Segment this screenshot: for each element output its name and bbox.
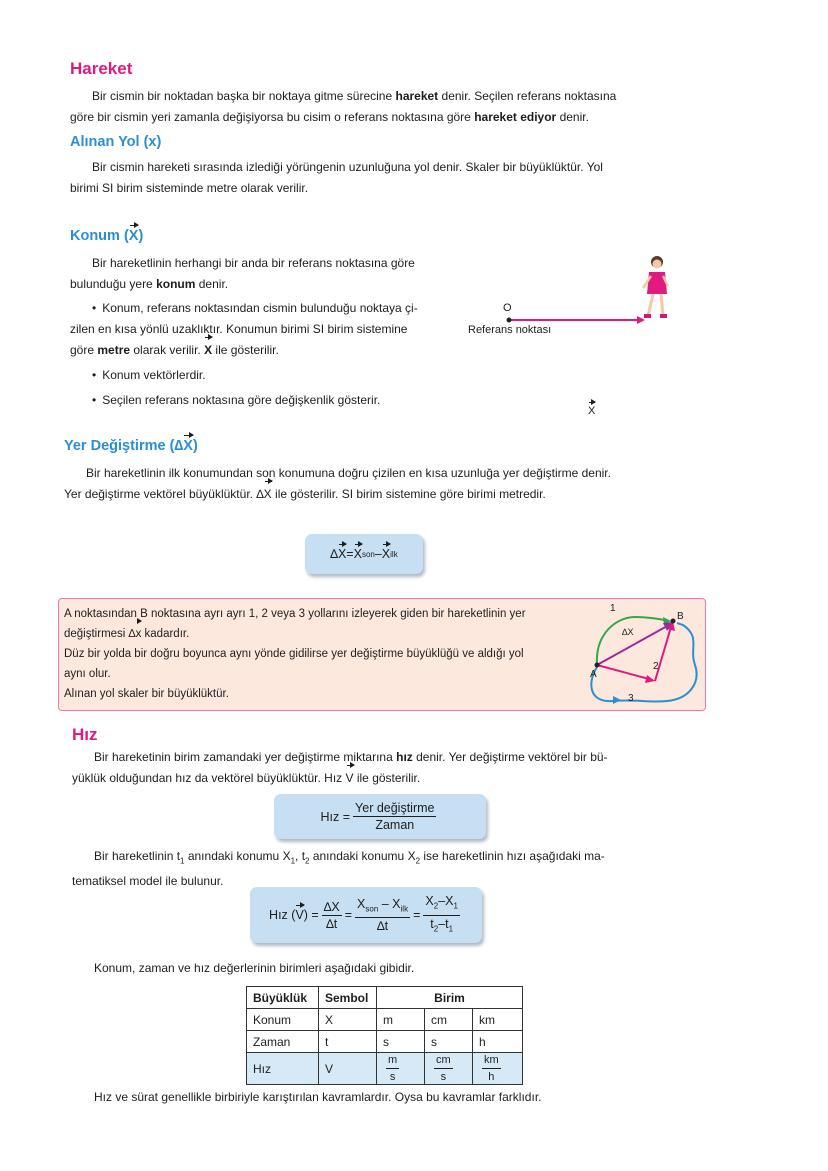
path-1-label: 1 <box>610 603 616 614</box>
row-unit: km <box>473 1009 523 1031</box>
displacement-info-box <box>58 598 706 711</box>
section-title-konum: Konum (X) <box>70 228 144 244</box>
table-header-row <box>247 987 523 1009</box>
point-a <box>595 663 600 668</box>
origin-point <box>507 318 512 323</box>
point-a-label: A <box>590 669 597 680</box>
row-name: Konum <box>247 1009 319 1031</box>
point-b-label: B <box>677 611 684 622</box>
path-3-label: 3 <box>628 693 634 704</box>
point-b <box>671 619 676 624</box>
section-title-alinan-yol: Alınan Yol (x) <box>70 134 162 150</box>
konum-bullet-3: • Seçilen referans noktasına göre değişkenlik gösterir. <box>70 390 470 411</box>
table-row <box>247 1009 523 1031</box>
path-2-first-leg <box>597 665 649 679</box>
reference-point-caption: Referans noktası <box>468 324 552 336</box>
units-table-wrapper <box>246 986 523 1085</box>
row-unit: s <box>425 1031 473 1053</box>
x-vector-label: X <box>588 405 596 417</box>
konum-figure <box>465 250 685 417</box>
position-vector-arrowhead <box>637 316 645 324</box>
path-2-second-leg <box>655 627 671 681</box>
girl-figure-icon <box>643 256 668 318</box>
hiz-paragraph: Bir hareketinin birim zamandaki yer değiştirme miktarına hız denir. Yer değiştirme vektörel bir bü- yüklük olduğundan hız da vektörel büyüklüktür. Hız V ile gösterilir. <box>72 747 692 789</box>
row-unit-fraction: $\frac{km}{h}$ <box>473 1053 523 1085</box>
yer-degistirme-paragraph: Bir hareketlinin ilk konumundan son konumuna doğru çizilen en kısa uzunluğa yer değiştirme denir. Yer değiştirme vektörel büyüklüktür. ∆X ile gösterilir. SI birim sistemine göre birimi metredir. <box>64 463 704 505</box>
row-unit: h <box>473 1031 523 1053</box>
units-table <box>246 986 523 1085</box>
row-unit: cm <box>425 1009 473 1031</box>
units-intro: Konum, zaman ve hız değerlerinin birimleri aşağıdaki gibidir. <box>94 961 415 975</box>
row-name: Hız <box>247 1053 319 1085</box>
table-row <box>247 1053 523 1085</box>
konum-paragraph: Bir hareketlinin herhangi bir anda bir referans noktasına göre bulunduğu yere konum denir. • Konum, referans noktasından cismin bulunduğu noktaya çi- zilen en kısa yönlü uzaklıktır. Konumun birimi SI birim sistemine göre metre olarak verilir. X ile gösterilir. • Konum vektörlerdir. • Seçilen referans noktasına göre değişkenlik gösterir. <box>70 253 470 411</box>
konum-bullet-1: • Konum, referans noktasından cismin bulunduğu noktaya çi- <box>70 298 470 319</box>
paths-diagram <box>577 603 705 709</box>
displacement-formula-box: ∆ X = X son – X ilk <box>305 534 423 574</box>
header-birim: Birim <box>377 987 523 1009</box>
path-1-curve <box>597 617 669 665</box>
section-title-yer-degistirme: Yer Değiştirme (∆X) <box>64 438 198 454</box>
section-title-hareket: Hareket <box>70 59 133 78</box>
row-symbol: V <box>319 1053 377 1085</box>
velocity-model-formula-box: Hız ( V ) = $\frac{\Delta X}{\Delta t}$ = $\frac{X_{son} - X_{ilk}}{\Delta t}$ = $\frac{X_2-X_1}{t_2-t_1}$ <box>250 887 482 943</box>
row-symbol: t <box>319 1031 377 1053</box>
hiz-model-paragraph: Bir hareketlinin $t_1$ anındaki konumu $X_1$, $t_2$ anındaki konumu $X_2$ ise hareketlinin hızı aşağıdaki ma- tematiksel model ile bulunur. <box>72 849 605 889</box>
path-3-curve <box>591 623 696 702</box>
path-2-label: 2 <box>653 661 659 672</box>
konum-bullet-2: • Konum vektörlerdir. <box>70 365 470 386</box>
table-row <box>247 1031 523 1053</box>
delta-x-label: ∆X <box>622 627 634 637</box>
row-unit: m <box>377 1009 425 1031</box>
info-box-text: A noktasından B noktasına ayrı ayrı 1, 2 veya 3 yollarını izleyerek giden bir hareketlinin yer değiştirmesi ∆x kadardır. Düz bir yolda bir doğru boyunca aynı yönde gidilirse yer değiştirme büyüklüğü ve aldığı yol aynı olur. Alınan yol skaler bir büyüklüktür. <box>64 608 526 700</box>
section-title-hiz: Hız <box>72 725 98 744</box>
row-unit-fraction: $\frac{cm}{s}$ <box>425 1053 473 1085</box>
origin-label: O <box>503 302 512 314</box>
header-buyukluk: Büyüklük <box>247 987 319 1009</box>
row-name: Zaman <box>247 1031 319 1053</box>
hareket-paragraph: Bir cismin bir noktadan başka bir noktaya gitme sürecine hareket denir. Seçilen referans noktasına göre bir cismin yeri zamanla değişiyorsa bu cisim o referans noktasına göre hareket ediyor denir. <box>70 89 617 124</box>
row-unit: s <box>377 1031 425 1053</box>
header-sembol: Sembol <box>319 987 377 1009</box>
velocity-definition-formula-box: Hız = $\frac{\text{Yer değiştirme}}{\text{Zaman}}$ <box>274 794 486 839</box>
alinan-yol-paragraph: Bir cismin hareketi sırasında izlediği yörüngenin uzunluğuna yol denir. Skaler bir büyüklüktür. Yol birimi SI birim sisteminde metre olarak verilir. <box>70 160 603 195</box>
row-symbol: X <box>319 1009 377 1031</box>
footer-note: Hız ve sürat genellikle birbiriyle karıştırılan kavramlardır. Oysa bu kavramlar farklıdır. <box>94 1090 542 1104</box>
row-unit-fraction: $\frac{m}{s}$ <box>377 1053 425 1085</box>
